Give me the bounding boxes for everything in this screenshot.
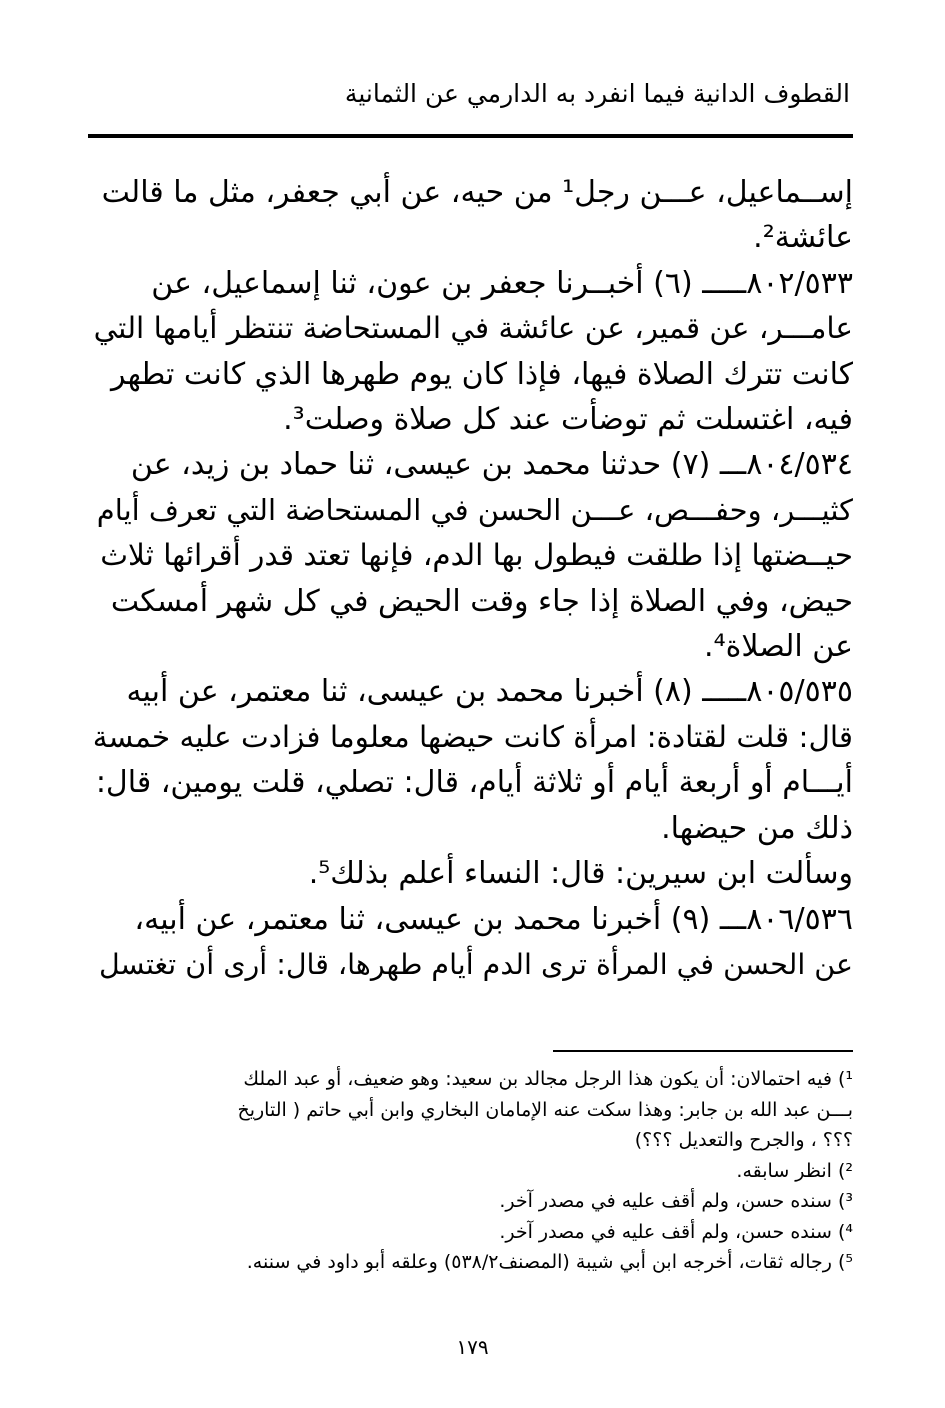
header-rule [88, 134, 853, 138]
footnote-1-cont: ؟؟؟ ، والجرح والتعديل ؟؟؟) [634, 1129, 853, 1151]
body-line: أيـــام أو أربعة أيام أو ثلاثة أيام، قال: تصلي، قلت يومين، قال: [95, 765, 853, 801]
footnote-rule [553, 1050, 853, 1052]
page-number: ١٧٩ [456, 1335, 489, 1359]
hadith-535: ٨٠٥/٥٣٥ـــــ (٨) أخبرنا محمد بن عيسى، ثنا معتمر، عن أبيه [126, 674, 853, 710]
body-line: فيه، اغتسلت ثم توضأت عند كل صلاة وصلت³. [283, 402, 853, 438]
footnote-3: ³) سنده حسن، ولم أقف عليه في مصدر آخر. [499, 1190, 853, 1212]
body-line: عائشة². [753, 220, 853, 256]
footnote-4: ⁴) سنده حسن، ولم أقف عليه في مصدر آخر. [499, 1220, 853, 1243]
body-line: وسألت ابن سيرين: قال: النساء أعلم بذلك⁵. [308, 856, 853, 892]
hadith-533: ٨٠٢/٥٣٣ـــــ (٦) أخبــرنا جعفر بن عون، ثنا إسماعيل، عن [151, 265, 853, 301]
body-line: حيــضتها إذا طلقت فيطول بها الدم، فإنها تعتد قدر أقرائها ثلاث [100, 538, 853, 573]
body-line: عن الصلاة⁴. [704, 629, 853, 665]
body-line: عامـــر، عن قمير، عن عائشة في المستحاضة تنتظر أيامها التي [93, 311, 853, 346]
footnote-2: ²) انظر سابقه. [736, 1159, 853, 1182]
hadith-536: ٨٠٦/٥٣٦ـــ (٩) أخبرنا محمد بن عيسى، ثنا معتمر، عن أبيه، [134, 901, 853, 937]
body-line: كثيـــر، وحفـــص، عـــن الحسن في المستحاضة التي تعرف أيام [96, 492, 853, 527]
footnote-1-cont: بـــن عبد الله بن جابر: وهذا سكت عنه الإمامان البخاري وابن أبي حاتم ( التاريخ [237, 1098, 853, 1121]
body-line: ذلك من حيضها. [661, 810, 853, 846]
footnotes [90, 1064, 853, 1278]
body-line: حيض، وفي الصلاة إذا جاء وقت الحيض في كل شهر أمسكت [110, 583, 853, 619]
body-line: قال: قلت لقتادة: امرأة كانت حيضها معلوما فزادت عليه خمسة [92, 719, 853, 754]
body-text [90, 170, 853, 990]
body-line: كانت تترك الصلاة فيها، فإذا كان يوم طهرها الذي كانت تطهر [111, 356, 853, 392]
body-line: إســماعيل، عـــن رجل¹ من حيه، عن أبي جعفر، مثل ما قالت [101, 175, 853, 210]
body-line: عن الحسن في المرأة ترى الدم أيام طهرها، قال: أرى أن تغتسل [98, 947, 853, 981]
footnote-1: ¹) فيه احتمالان: أن يكون هذا الرجل مجالد بن سعيد: وهو ضعيف، أو عبد الملك [243, 1068, 853, 1090]
footnote-5: ⁵) رجاله ثقات، أخرجه ابن أبي شيبة (المصنف٥٣٨/٢) وعلقه أبو داود في سننه. [246, 1251, 853, 1273]
running-header: القطوف الدانية فيما انفرد به الدارمي عن الثمانية [344, 79, 850, 108]
hadith-534: ٨٠٤/٥٣٤ـــ (٧) حدثنا محمد بن عيسى، ثنا حماد بن زيد، عن [130, 447, 853, 483]
